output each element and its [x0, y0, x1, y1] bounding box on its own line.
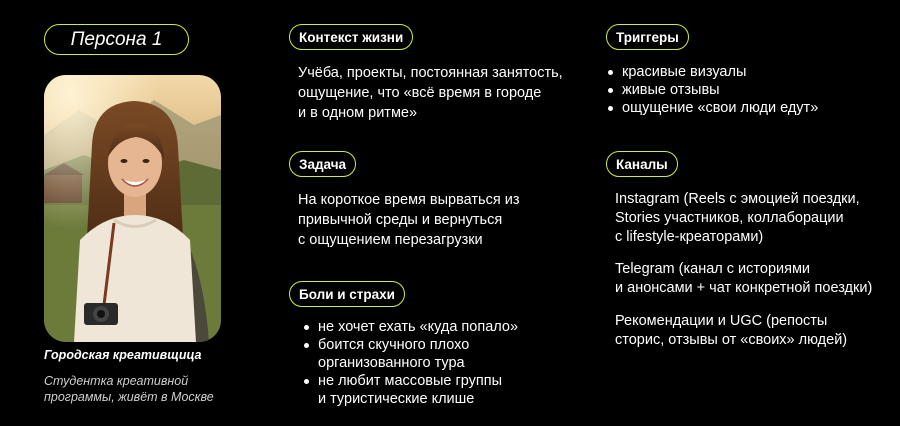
list-item [602, 81, 818, 99]
section-label: Боли и страхи [299, 286, 395, 302]
persona-description-line: Студентка креативной [44, 374, 189, 388]
channel-instagram [615, 190, 860, 247]
task-text [298, 190, 519, 250]
persona-name: Городская креативщица [44, 348, 202, 362]
section-chip-triggers [606, 24, 689, 50]
section-chip-channels [606, 151, 678, 177]
section-chip-pains [289, 281, 405, 307]
channel-line: Stories участников, коллаборации [615, 210, 844, 226]
persona-photo [44, 75, 221, 342]
channel-line: и анонсами + чат конкретной поездки) [615, 280, 873, 296]
section-label: Каналы [616, 156, 668, 172]
list-item-text: боится скучного плохо [318, 337, 470, 353]
list-item [298, 336, 518, 372]
list-item-text: и туристические клише [318, 391, 475, 407]
section-chip-task [289, 151, 356, 177]
list-item-text: не хочет ехать «куда попало» [318, 319, 519, 335]
list-item [298, 372, 518, 408]
persona-title: Персона 1 [70, 28, 163, 50]
context-line: и в одном ритме» [298, 105, 418, 121]
task-line: На короткое время вырваться из [298, 192, 520, 208]
list-item-text: организованного тура [318, 355, 465, 371]
list-item [602, 63, 818, 81]
context-line: Учёба, проекты, постоянная занятость, [298, 65, 563, 81]
context-text [298, 63, 563, 123]
triggers-list [602, 63, 818, 117]
list-item [602, 99, 818, 117]
list-item-text: красивые визуалы [622, 64, 747, 80]
list-item-text: живые отзывы [622, 82, 720, 98]
pains-list [298, 318, 518, 408]
section-chip-context [289, 24, 413, 50]
list-item-text: не любит массовые группы [318, 373, 503, 389]
channel-line: Instagram (Reels с эмоцией поездки, [615, 191, 860, 207]
channel-line: Telegram (канал с историями [615, 261, 811, 277]
section-label: Триггеры [616, 29, 679, 45]
channel-line: с lifestyle-креаторами) [615, 229, 764, 245]
context-line: ощущение, что «всё время в городе [298, 85, 542, 101]
persona-description [44, 373, 234, 405]
channel-line: сторис, отзывы от «своих» людей) [615, 332, 848, 348]
list-item-text: ощущение «свои люди едут» [622, 100, 819, 116]
channel-ugc [615, 312, 847, 350]
section-label: Задача [299, 156, 347, 172]
task-line: с ощущением перезагрузки [298, 232, 483, 248]
channel-telegram [615, 260, 872, 298]
section-label: Контекст жизни [299, 29, 404, 45]
channel-line: Рекомендации и UGC (репосты [615, 313, 828, 329]
persona-title-pill [44, 24, 189, 55]
list-item [298, 318, 518, 336]
persona-description-line: программы, живёт в Москве [44, 390, 214, 404]
task-line: привычной среды и вернуться [298, 212, 503, 228]
